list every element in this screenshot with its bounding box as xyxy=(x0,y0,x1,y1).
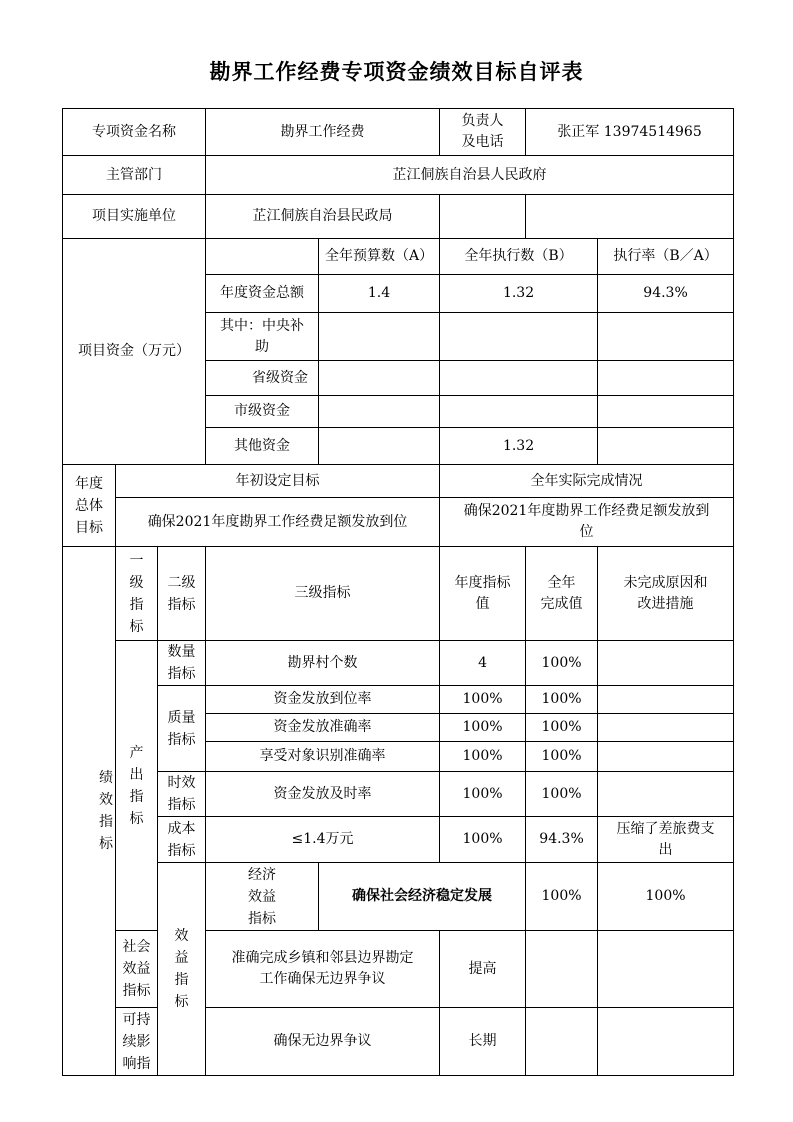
funds-row-rate xyxy=(598,428,734,465)
indicator-reason xyxy=(598,714,734,742)
funds-row-rate xyxy=(598,396,734,428)
indicator-name: 享受对象识别准确率 xyxy=(206,742,440,772)
social-group-label: 社会 效益 指标 xyxy=(116,931,158,1008)
target-header: 年度指标 值 xyxy=(440,547,526,641)
indicator-done: 100% xyxy=(526,641,598,686)
indicators-side-label: 绩 效 指 标 xyxy=(63,547,116,1076)
unit-value: 芷江侗族自治县民政局 xyxy=(206,195,440,239)
indicator-target: 长期 xyxy=(440,1008,526,1076)
funds-row-name: 其中：中央补 助 xyxy=(206,313,319,361)
unit-blank-2 xyxy=(526,195,734,239)
indicator-done: 94.3% xyxy=(526,817,598,863)
indicator-name: 确保无边界争议 xyxy=(206,1008,440,1076)
benefit-indicators-label: 效 益 指 标 xyxy=(158,863,206,1076)
cost-group-label: 成本 指标 xyxy=(158,817,206,863)
funds-row-exec: 1.32 xyxy=(440,275,598,313)
indicator-reason xyxy=(598,686,734,714)
economic-group-label: 经济 效益 指标 xyxy=(206,863,319,931)
indicator-target: 100% xyxy=(440,772,526,817)
indicator-done xyxy=(526,1008,598,1076)
indicator-reason xyxy=(598,641,734,686)
funds-row-budget: 1.4 xyxy=(319,275,440,313)
indicator-done xyxy=(526,931,598,1008)
funds-row-exec xyxy=(440,396,598,428)
dept-value: 芷江侗族自治县人民政府 xyxy=(206,156,734,195)
funds-label: 项目资金（万元） xyxy=(63,239,206,465)
indicator-reason xyxy=(598,742,734,772)
indicator-target: 100% xyxy=(440,742,526,772)
funds-row-name: 其他资金 xyxy=(206,428,319,465)
indicator-reason xyxy=(598,931,734,1008)
indicator-target: 100% xyxy=(526,863,598,931)
indicator-target: 100% xyxy=(440,686,526,714)
indicator-reason xyxy=(598,772,734,817)
funds-header-exec: 全年执行数（B） xyxy=(440,239,598,275)
goals-plan-text: 确保2021年度勘界工作经费足额发放到位 xyxy=(116,498,440,547)
quality-group-label: 质量 指标 xyxy=(158,686,206,772)
unit-blank-1 xyxy=(440,195,526,239)
dept-label: 主管部门 xyxy=(63,156,206,195)
level2-header: 二级 指标 xyxy=(158,547,206,641)
sustainable-group-label: 可持 续影 响指 xyxy=(116,1008,158,1076)
indicator-name: 资金发放及时率 xyxy=(206,772,440,817)
indicator-name: 资金发放准确率 xyxy=(206,714,440,742)
funds-row-name: 市级资金 xyxy=(206,396,319,428)
indicator-name: 确保社会经济稳定发展 xyxy=(319,863,526,931)
indicator-done: 100% xyxy=(526,714,598,742)
indicator-target: 提高 xyxy=(440,931,526,1008)
funds-header-budget: 全年预算数（A） xyxy=(319,239,440,275)
goals-plan-header: 年初设定目标 xyxy=(116,465,440,498)
contact-label: 负责人 及电话 xyxy=(440,109,526,156)
funds-row-budget xyxy=(319,361,440,396)
funds-row-rate xyxy=(598,361,734,396)
indicator-done: 100% xyxy=(526,686,598,714)
funds-row-exec xyxy=(440,313,598,361)
unit-label: 项目实施单位 xyxy=(63,195,206,239)
funds-header-blank xyxy=(206,239,319,275)
goals-actual-text: 确保2021年度勘界工作经费足额发放到 位 xyxy=(440,498,734,547)
output-indicators-label: 产 出 指 标 xyxy=(116,641,158,931)
timeliness-group-label: 时效 指标 xyxy=(158,772,206,817)
indicator-target: 4 xyxy=(440,641,526,686)
goals-label: 年度 总体 目标 xyxy=(63,465,116,547)
reason-header: 未完成原因和 改进措施 xyxy=(598,547,734,641)
fund-name-label: 专项资金名称 xyxy=(63,109,206,156)
done-header: 全年 完成值 xyxy=(526,547,598,641)
funds-row-budget xyxy=(319,396,440,428)
indicator-reason xyxy=(598,1008,734,1076)
indicator-reason: 压缩了差旅费支 出 xyxy=(598,817,734,863)
funds-row-name: 年度资金总额 xyxy=(206,275,319,313)
contact-value: 张正军 13974514965 xyxy=(526,109,734,156)
evaluation-table xyxy=(62,108,734,1076)
indicator-done: 100% xyxy=(526,772,598,817)
funds-row-budget xyxy=(319,428,440,465)
indicator-target: 100% xyxy=(440,817,526,863)
level1-header: 一 级 指 标 xyxy=(116,547,158,641)
fund-name-value: 勘界工作经费 xyxy=(206,109,440,156)
funds-row-exec xyxy=(440,361,598,396)
funds-header-rate: 执行率（B／A） xyxy=(598,239,734,275)
page-title: 勘界工作经费专项资金绩效目标自评表 xyxy=(209,60,584,84)
funds-row-budget xyxy=(319,313,440,361)
indicator-name: ≤1.4万元 xyxy=(206,817,440,863)
funds-row-rate xyxy=(598,313,734,361)
funds-row-exec: 1.32 xyxy=(440,428,598,465)
level3-header: 三级指标 xyxy=(206,547,440,641)
indicator-done: 100% xyxy=(598,863,734,931)
indicator-target: 100% xyxy=(440,714,526,742)
indicator-name: 资金发放到位率 xyxy=(206,686,440,714)
goals-actual-header: 全年实际完成情况 xyxy=(440,465,734,498)
quantity-group-label: 数量 指标 xyxy=(158,641,206,686)
funds-row-name: 省级资金 xyxy=(206,361,319,396)
indicator-done: 100% xyxy=(526,742,598,772)
indicator-name: 准确完成乡镇和邻县边界勘定 工作确保无边界争议 xyxy=(206,931,440,1008)
indicator-name: 勘界村个数 xyxy=(206,641,440,686)
funds-row-rate: 94.3% xyxy=(598,275,734,313)
